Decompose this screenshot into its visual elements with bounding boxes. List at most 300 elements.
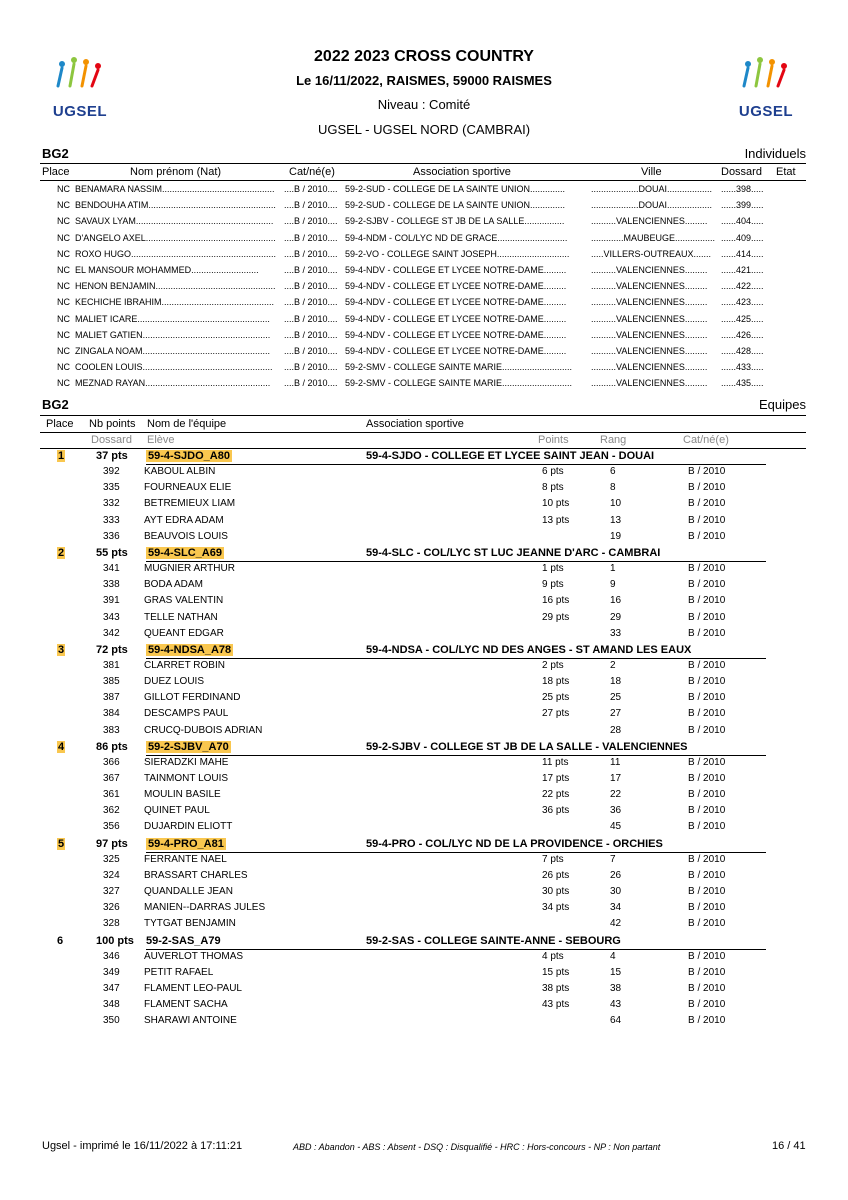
team-member-row bbox=[0, 757, 848, 773]
row-assoc: 59-2-SUD - COLLEGE DE LA SAINTE UNION.............. bbox=[345, 200, 566, 211]
team-underline bbox=[146, 949, 766, 950]
member-cat: B / 2010 bbox=[688, 773, 726, 784]
table-row bbox=[0, 281, 848, 297]
team-member-row bbox=[0, 789, 848, 805]
status-legend: ABD : Abandon - ABS : Absent - DSQ : Disqualifié - HRC : Hors-concours - NP : Non partant bbox=[293, 1142, 661, 1152]
member-dossard: 385 bbox=[103, 676, 120, 688]
member-points: 18 pts bbox=[542, 676, 570, 688]
member-cat: B / 2010 bbox=[688, 595, 726, 607]
member-points: 13 pts bbox=[542, 514, 570, 526]
col-team-assoc: Association sportive bbox=[366, 418, 464, 430]
col-team-place: Place bbox=[46, 418, 74, 430]
member-dossard: 336 bbox=[103, 530, 120, 542]
table-row bbox=[0, 362, 848, 378]
member-rang: 2 bbox=[610, 659, 616, 671]
team-category: BG2 bbox=[42, 397, 69, 412]
row-place: NC bbox=[57, 281, 70, 292]
member-rang: 10 bbox=[610, 498, 622, 510]
team-assoc: 59-2-SJBV - COLLEGE ST JB DE LA SALLE - VALENCIENNES bbox=[366, 740, 688, 753]
logo-text: UGSEL bbox=[738, 103, 794, 120]
member-cat: B / 2010 bbox=[688, 579, 726, 591]
row-place: NC bbox=[57, 200, 70, 211]
row-name: ZINGALA NOAM................................................... bbox=[75, 346, 271, 356]
member-points: 7 pts bbox=[542, 853, 564, 865]
table-row bbox=[0, 200, 848, 216]
member-name: BRASSART CHARLES bbox=[144, 869, 248, 881]
member-rang: 6 bbox=[610, 466, 616, 478]
row-dossard: ......422..... bbox=[721, 281, 764, 292]
member-rang: 36 bbox=[610, 805, 622, 817]
member-dossard: 366 bbox=[103, 756, 120, 768]
member-dossard: 381 bbox=[103, 659, 120, 671]
member-name: QUANDALLE JEAN bbox=[144, 886, 233, 898]
member-rang: 4 bbox=[610, 950, 616, 962]
member-dossard: 338 bbox=[103, 579, 120, 591]
member-rang: 17 bbox=[610, 773, 622, 784]
team-points: 55 pts bbox=[96, 546, 128, 559]
row-ville: ...................DOUAI.................. bbox=[591, 184, 713, 194]
member-points: 29 pts bbox=[542, 611, 570, 623]
member-points: 11 pts bbox=[542, 756, 569, 768]
member-rang: 25 bbox=[610, 692, 622, 704]
row-cat: ....B / 2010.... bbox=[284, 378, 338, 389]
member-rang: 26 bbox=[610, 869, 622, 881]
member-cat: B / 2010 bbox=[688, 514, 726, 526]
member-name: FOURNEAUX ELIE bbox=[144, 482, 232, 494]
member-rang: 30 bbox=[610, 886, 622, 898]
row-dossard: ......435..... bbox=[721, 378, 764, 389]
table-row bbox=[0, 378, 848, 394]
member-points: 27 pts bbox=[542, 708, 570, 720]
row-dossard: ......399..... bbox=[721, 200, 764, 211]
member-rang: 1 bbox=[610, 563, 616, 575]
row-name: SAVAUX LYAM....................................................... bbox=[75, 216, 274, 227]
row-name: MALIET ICARE..................................................... bbox=[75, 313, 270, 324]
row-dossard: ......433..... bbox=[721, 362, 764, 373]
row-ville: ..........VALENCIENNES......... bbox=[591, 216, 708, 227]
row-ville: ..........VALENCIENNES......... bbox=[591, 313, 708, 324]
member-cat: B / 2010 bbox=[688, 708, 726, 720]
member-points: 25 pts bbox=[542, 692, 570, 704]
row-ville: .....VILLERS-OUTREAUX....... bbox=[591, 248, 712, 259]
member-points: 2 pts bbox=[542, 659, 564, 671]
row-place: NC bbox=[57, 329, 70, 340]
team-section-label: Equipes bbox=[759, 397, 806, 412]
team-member-row bbox=[0, 531, 848, 547]
team-member-row bbox=[0, 498, 848, 514]
row-assoc: 59-4-NDV - COLLEGE ET LYCEE NOTRE-DAME......... bbox=[345, 265, 567, 275]
member-rang: 22 bbox=[610, 789, 622, 801]
member-name: KABOUL ALBIN bbox=[144, 466, 216, 478]
col-place: Place bbox=[42, 166, 70, 178]
row-dossard: ......398..... bbox=[721, 184, 764, 194]
member-cat: B / 2010 bbox=[688, 756, 726, 768]
row-cat: ....B / 2010.... bbox=[284, 329, 338, 340]
row-name: MEZNAD RAYAN.................................................. bbox=[75, 378, 271, 389]
col-name: Nom prénom (Nat) bbox=[130, 166, 222, 178]
team-place: 4 bbox=[58, 740, 65, 753]
member-dossard: 391 bbox=[103, 595, 120, 607]
member-points: 9 pts bbox=[542, 579, 564, 591]
member-rang: 33 bbox=[610, 627, 622, 639]
member-dossard: 356 bbox=[103, 821, 120, 833]
team-points: 100 pts bbox=[96, 934, 134, 947]
row-place: NC bbox=[57, 346, 70, 356]
row-cat: ....B / 2010.... bbox=[284, 200, 338, 211]
member-dossard: 347 bbox=[103, 982, 120, 994]
row-place: NC bbox=[57, 313, 70, 324]
row-assoc: 59-4-NDV - COLLEGE ET LYCEE NOTRE-DAME......... bbox=[345, 281, 567, 292]
table-row bbox=[0, 346, 848, 362]
member-cat: B / 2010 bbox=[688, 563, 726, 575]
member-name: BETREMIEUX LIAM bbox=[144, 498, 236, 510]
table-row bbox=[0, 184, 848, 200]
print-info: Ugsel - imprimé le 16/11/2022 à 17:11:21 bbox=[42, 1140, 243, 1152]
member-rang: 19 bbox=[610, 530, 622, 542]
member-points: 34 pts bbox=[542, 902, 570, 914]
member-rang: 11 bbox=[610, 756, 621, 768]
member-points: 22 pts bbox=[542, 789, 570, 801]
member-name: CRUCQ-DUBOIS ADRIAN bbox=[144, 724, 263, 736]
team-member-row bbox=[0, 821, 848, 837]
logo-text: UGSEL bbox=[52, 103, 108, 120]
team-assoc: 59-4-PRO - COL/LYC ND DE LA PROVIDENCE - ORCHIES bbox=[366, 837, 663, 850]
row-dossard: ......423..... bbox=[721, 297, 764, 308]
member-cat: B / 2010 bbox=[688, 659, 726, 671]
row-name: BENAMARA NASSIM............................................. bbox=[75, 184, 275, 194]
member-name: BODA ADAM bbox=[144, 579, 203, 591]
team-member-row bbox=[0, 773, 848, 789]
team-member-row bbox=[0, 870, 848, 886]
page-number: 16 / 41 bbox=[772, 1140, 806, 1152]
table-row bbox=[0, 233, 848, 249]
member-cat: B / 2010 bbox=[688, 611, 726, 623]
member-rang: 8 bbox=[610, 482, 616, 494]
member-name: MANIEN--DARRAS JULES bbox=[144, 902, 266, 914]
member-name: DUJARDIN ELIOTT bbox=[144, 821, 233, 833]
member-dossard: 384 bbox=[103, 708, 120, 720]
col-points: Points bbox=[538, 434, 569, 446]
col-assoc: Association sportive bbox=[413, 166, 511, 178]
member-name: AYT EDRA ADAM bbox=[144, 514, 224, 526]
member-rang: 27 bbox=[610, 708, 622, 720]
team-member-row bbox=[0, 983, 848, 999]
team-underline bbox=[146, 561, 766, 562]
member-rang: 45 bbox=[610, 821, 622, 833]
member-name: MOULIN BASILE bbox=[144, 789, 221, 801]
team-member-row bbox=[0, 886, 848, 902]
member-name: TYTGAT BENJAMIN bbox=[144, 918, 236, 930]
team-points: 37 pts bbox=[96, 450, 128, 462]
row-cat: ....B / 2010.... bbox=[284, 232, 338, 243]
member-cat: B / 2010 bbox=[688, 869, 726, 881]
team-member-row bbox=[0, 805, 848, 821]
member-points: 6 pts bbox=[542, 466, 564, 478]
row-name: EL MANSOUR MOHAMMED........................... bbox=[75, 265, 259, 275]
row-place: NC bbox=[57, 378, 70, 389]
member-name: QUEANT EDGAR bbox=[144, 627, 224, 639]
row-ville: ..........VALENCIENNES......... bbox=[591, 346, 708, 356]
member-points: 8 pts bbox=[542, 482, 564, 494]
member-cat: B / 2010 bbox=[688, 999, 726, 1011]
event-date-place: Le 16/11/2022, RAISMES, 59000 RAISMES bbox=[296, 73, 552, 88]
member-name: TAINMONT LOUIS bbox=[144, 773, 229, 784]
team-member-row bbox=[0, 595, 848, 611]
row-ville: ..........VALENCIENNES......... bbox=[591, 281, 708, 292]
member-cat: B / 2010 bbox=[688, 886, 726, 898]
team-member-row bbox=[0, 902, 848, 918]
member-dossard: 327 bbox=[103, 886, 120, 898]
page-title: 2022 2023 CROSS COUNTRY bbox=[314, 48, 534, 65]
member-rang: 13 bbox=[610, 514, 622, 526]
row-ville: ...................DOUAI.................. bbox=[591, 200, 713, 211]
col-etat: Etat bbox=[776, 166, 796, 178]
row-cat: ....B / 2010.... bbox=[284, 297, 338, 308]
row-assoc: 59-2-SUD - COLLEGE DE LA SAINTE UNION.............. bbox=[345, 184, 566, 194]
row-place: NC bbox=[57, 232, 70, 243]
member-name: SIERADZKI MAHE bbox=[144, 756, 229, 768]
member-cat: B / 2010 bbox=[688, 950, 726, 962]
member-cat: B / 2010 bbox=[688, 966, 726, 978]
row-cat: ....B / 2010.... bbox=[284, 265, 338, 275]
member-cat: B / 2010 bbox=[688, 853, 726, 865]
member-name: QUINET PAUL bbox=[144, 805, 210, 817]
table-row bbox=[0, 330, 848, 346]
row-ville: ..........VALENCIENNES......... bbox=[591, 297, 708, 308]
member-rang: 38 bbox=[610, 982, 622, 994]
row-dossard: ......428..... bbox=[721, 346, 764, 356]
member-dossard: 383 bbox=[103, 724, 120, 736]
member-rang: 16 bbox=[610, 595, 622, 607]
team-assoc: 59-4-SJDO - COLLEGE ET LYCEE SAINT JEAN - DOUAI bbox=[366, 450, 655, 462]
member-points: 4 pts bbox=[542, 950, 564, 962]
member-cat: B / 2010 bbox=[688, 676, 726, 688]
team-member-row bbox=[0, 628, 848, 644]
divider bbox=[40, 432, 806, 433]
member-dossard: 333 bbox=[103, 514, 120, 526]
table-row bbox=[0, 314, 848, 330]
row-name: KECHICHE IBRAHIM............................................. bbox=[75, 297, 275, 308]
member-rang: 28 bbox=[610, 724, 622, 736]
member-name: GILLOT FERDINAND bbox=[144, 692, 241, 704]
member-name: DUEZ LOUIS bbox=[144, 676, 205, 688]
team-name: 59-2-SAS_A79 bbox=[146, 934, 221, 947]
member-cat: B / 2010 bbox=[688, 482, 726, 494]
member-dossard: 350 bbox=[103, 1015, 120, 1027]
team-member-row bbox=[0, 579, 848, 595]
row-assoc: 59-4-NDV - COLLEGE ET LYCEE NOTRE-DAME......... bbox=[345, 329, 567, 340]
divider bbox=[40, 163, 806, 164]
member-points: 26 pts bbox=[542, 869, 570, 881]
member-points: 17 pts bbox=[542, 773, 570, 784]
member-points: 43 pts bbox=[542, 999, 570, 1011]
row-place: NC bbox=[57, 297, 70, 308]
row-cat: ....B / 2010.... bbox=[284, 313, 338, 324]
row-dossard: ......426..... bbox=[721, 329, 764, 340]
member-rang: 7 bbox=[610, 853, 616, 865]
team-place: 3 bbox=[58, 643, 65, 656]
member-name: MUGNIER ARTHUR bbox=[144, 563, 235, 575]
team-place: 2 bbox=[58, 546, 65, 559]
member-cat: B / 2010 bbox=[688, 498, 726, 510]
individual-section-label: Individuels bbox=[744, 146, 806, 161]
team-member-row bbox=[0, 612, 848, 628]
member-name: BEAUVOIS LOUIS bbox=[144, 530, 228, 542]
row-cat: ....B / 2010.... bbox=[284, 248, 338, 259]
table-row bbox=[0, 249, 848, 265]
member-dossard: 332 bbox=[103, 498, 120, 510]
team-member-row bbox=[0, 725, 848, 741]
member-dossard: 349 bbox=[103, 966, 120, 978]
team-underline bbox=[146, 658, 766, 659]
team-place: 6 bbox=[57, 934, 64, 947]
member-name: FERRANTE NAEL bbox=[144, 853, 227, 865]
row-assoc: 59-2-SMV - COLLEGE SAINTE MARIE............................ bbox=[345, 378, 573, 389]
member-dossard: 328 bbox=[103, 918, 120, 930]
member-dossard: 346 bbox=[103, 950, 120, 962]
row-dossard: ......414..... bbox=[721, 248, 764, 259]
team-member-row bbox=[0, 951, 848, 967]
member-cat: B / 2010 bbox=[688, 1015, 726, 1027]
member-name: TELLE NATHAN bbox=[144, 611, 218, 623]
member-dossard: 335 bbox=[103, 482, 120, 494]
team-member-row bbox=[0, 482, 848, 498]
member-dossard: 367 bbox=[103, 773, 120, 784]
row-assoc: 59-4-NDV - COLLEGE ET LYCEE NOTRE-DAME......... bbox=[345, 313, 567, 324]
row-dossard: ......425..... bbox=[721, 313, 764, 324]
team-name: 59-4-SJDO_A80 bbox=[148, 450, 230, 462]
col-dossard: Dossard bbox=[721, 166, 762, 178]
team-member-row bbox=[0, 999, 848, 1015]
row-assoc: 59-2-VO - COLLEGE SAINT JOSEPH............................. bbox=[345, 248, 570, 259]
row-ville: ..........VALENCIENNES......... bbox=[591, 362, 708, 373]
member-points: 1 pts bbox=[542, 563, 564, 575]
row-name: COOLEN LOUIS.................................................... bbox=[75, 362, 273, 373]
member-cat: B / 2010 bbox=[688, 805, 726, 817]
team-member-row bbox=[0, 692, 848, 708]
row-cat: ....B / 2010.... bbox=[284, 184, 338, 194]
team-member-row bbox=[0, 708, 848, 724]
member-name: CLARRET ROBIN bbox=[144, 659, 225, 671]
member-points: 30 pts bbox=[542, 886, 570, 898]
row-cat: ....B / 2010.... bbox=[284, 281, 338, 292]
team-underline bbox=[146, 755, 766, 756]
row-ville: .............MAUBEUGE................ bbox=[591, 232, 716, 243]
row-name: D'ANGELO AXEL.................................................... bbox=[75, 232, 276, 243]
team-underline bbox=[146, 464, 766, 465]
member-name: FLAMENT LEO-PAUL bbox=[144, 982, 242, 994]
individual-category: BG2 bbox=[42, 146, 69, 161]
member-rang: 34 bbox=[610, 902, 622, 914]
member-points: 16 pts bbox=[542, 595, 570, 607]
team-name: 59-4-NDSA_A78 bbox=[148, 643, 232, 656]
col-team-name: Nom de l'équipe bbox=[147, 418, 227, 430]
row-dossard: ......421..... bbox=[721, 265, 764, 275]
member-cat: B / 2010 bbox=[688, 918, 726, 930]
member-dossard: 325 bbox=[103, 853, 120, 865]
col-rang: Rang bbox=[600, 434, 627, 446]
team-assoc: 59-4-NDSA - COL/LYC ND DES ANGES - ST AMAND LES EAUX bbox=[366, 643, 692, 656]
row-assoc: 59-4-NDV - COLLEGE ET LYCEE NOTRE-DAME......... bbox=[345, 346, 567, 356]
row-place: NC bbox=[57, 265, 70, 275]
member-cat: B / 2010 bbox=[688, 982, 726, 994]
team-name: 59-4-PRO_A81 bbox=[148, 837, 224, 850]
member-cat: B / 2010 bbox=[688, 530, 726, 542]
table-row bbox=[0, 216, 848, 232]
member-name: SHARAWI ANTOINE bbox=[144, 1015, 237, 1027]
team-member-row bbox=[0, 1015, 848, 1031]
team-member-row bbox=[0, 466, 848, 482]
divider bbox=[40, 415, 806, 416]
team-points: 97 pts bbox=[96, 837, 128, 850]
col-dossard: Dossard bbox=[91, 434, 132, 446]
col-cat: Cat/né(e) bbox=[683, 434, 729, 446]
team-name: 59-4-SLC_A69 bbox=[148, 546, 222, 559]
row-place: NC bbox=[57, 216, 70, 227]
row-cat: ....B / 2010.... bbox=[284, 346, 338, 356]
member-points: 15 pts bbox=[542, 966, 570, 978]
row-place: NC bbox=[57, 248, 70, 259]
row-ville: ..........VALENCIENNES......... bbox=[591, 378, 708, 389]
team-place: 5 bbox=[58, 837, 65, 850]
member-dossard: 326 bbox=[103, 902, 120, 914]
divider bbox=[40, 180, 806, 181]
member-cat: B / 2010 bbox=[688, 692, 726, 704]
col-eleve: Elève bbox=[147, 434, 175, 446]
row-name: HENON BENJAMIN................................................ bbox=[75, 281, 276, 292]
row-dossard: ......409..... bbox=[721, 232, 764, 243]
member-dossard: 361 bbox=[103, 789, 120, 801]
member-rang: 18 bbox=[610, 676, 622, 688]
row-name: ROXO HUGO.......................................................... bbox=[75, 248, 277, 259]
table-row bbox=[0, 297, 848, 313]
member-name: PETIT RAFAEL bbox=[144, 966, 214, 978]
member-cat: B / 2010 bbox=[688, 724, 726, 736]
member-dossard: 348 bbox=[103, 999, 120, 1011]
row-assoc: 59-2-SJBV - COLLEGE ST JB DE LA SALLE................ bbox=[345, 216, 565, 227]
member-dossard: 343 bbox=[103, 611, 120, 623]
member-rang: 64 bbox=[610, 1015, 622, 1027]
team-member-row bbox=[0, 515, 848, 531]
member-cat: B / 2010 bbox=[688, 902, 726, 914]
member-points: 36 pts bbox=[542, 805, 570, 817]
member-name: FLAMENT SACHA bbox=[144, 999, 228, 1011]
row-cat: ....B / 2010.... bbox=[284, 362, 338, 373]
member-dossard: 387 bbox=[103, 692, 120, 704]
member-rang: 9 bbox=[610, 579, 616, 591]
member-name: DESCAMPS PAUL bbox=[144, 708, 229, 720]
member-dossard: 362 bbox=[103, 805, 120, 817]
col-cat: Cat/né(e) bbox=[289, 166, 335, 178]
row-ville: ..........VALENCIENNES......... bbox=[591, 329, 708, 340]
team-member-row bbox=[0, 676, 848, 692]
member-rang: 42 bbox=[610, 918, 622, 930]
team-member-row bbox=[0, 563, 848, 579]
team-assoc: 59-4-SLC - COL/LYC ST LUC JEANNE D'ARC - CAMBRAI bbox=[366, 546, 661, 559]
row-place: NC bbox=[57, 362, 70, 373]
member-dossard: 341 bbox=[103, 563, 120, 575]
team-points: 86 pts bbox=[96, 740, 128, 753]
table-row bbox=[0, 265, 848, 281]
member-cat: B / 2010 bbox=[688, 466, 726, 478]
member-dossard: 342 bbox=[103, 627, 120, 639]
member-name: AUVERLOT THOMAS bbox=[144, 950, 244, 962]
row-assoc: 59-4-NDM - COL/LYC ND DE GRACE............................ bbox=[345, 232, 568, 243]
member-cat: B / 2010 bbox=[688, 627, 726, 639]
level: Niveau : Comité bbox=[377, 97, 471, 112]
member-cat: B / 2010 bbox=[688, 789, 726, 801]
member-points: 38 pts bbox=[542, 982, 570, 994]
